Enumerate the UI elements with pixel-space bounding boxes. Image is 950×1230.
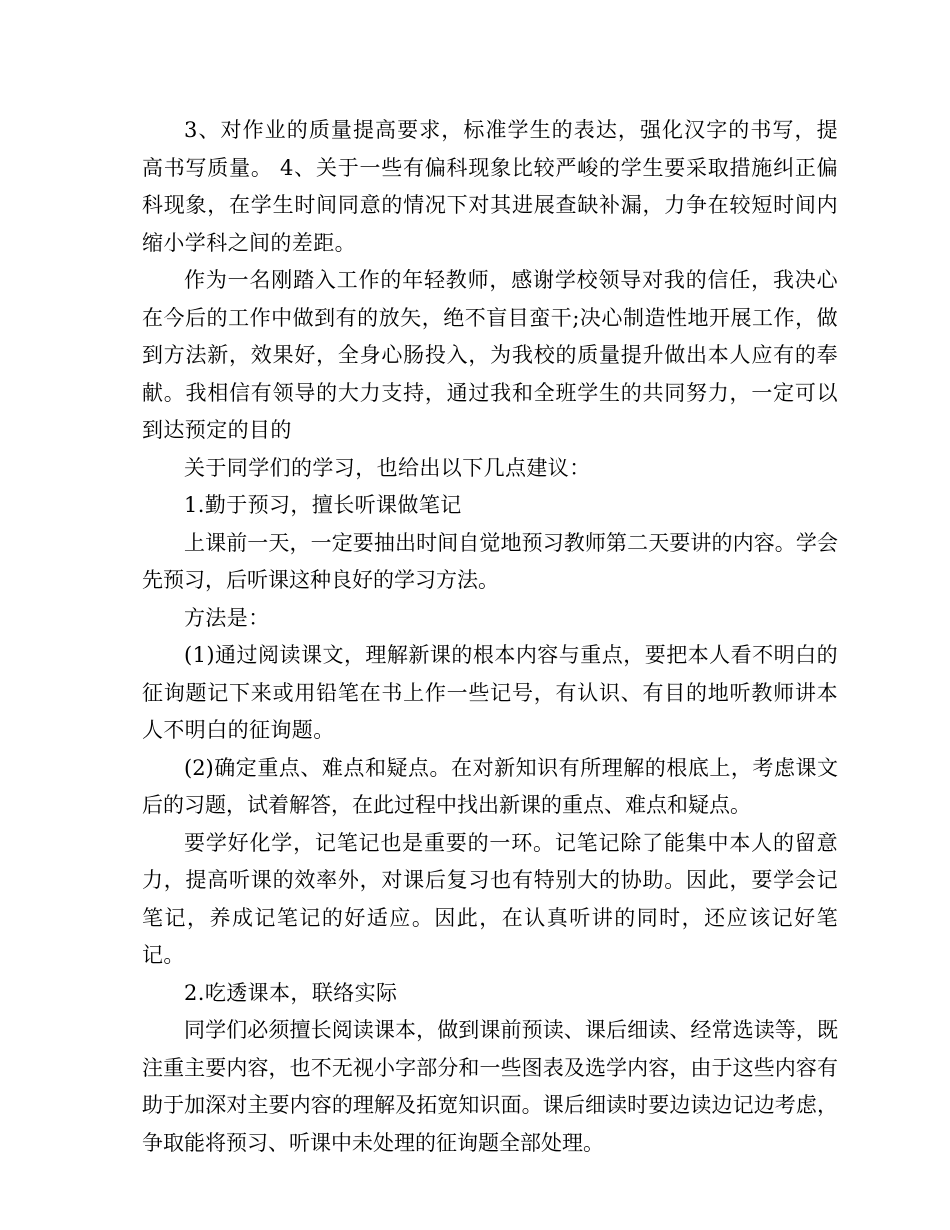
paragraph-read-textbook: 同学们必须擅长阅读课本，做到课前预读、课后细读、经常选读等，既注重主要内容，也不无视小字部分和一些图表及选学内容，由于这些内容有助于加深对主要内容的理解及拓宽知识面。课后细读时要边读边记边考虑，争取能将预习、听课中未处理的征询题全部处理。	[142, 1018, 838, 1155]
paragraph-study-suggestions-intro: 关于同学们的学习，也给出以下几点建议：	[184, 455, 591, 480]
paragraph-method-label: 方法是：	[184, 605, 270, 630]
section-heading-textbook: 2.吃透课本，联络实际	[184, 980, 398, 1005]
paragraph-note-taking: 要学好化学，记笔记也是重要的一环。记笔记除了能集中本人的留意力，提高听课的效率外，对课后复习也有特别大的协助。因此，要学会记笔记，养成记笔记的好适应。因此，在认真听讲的同时，还应该记好笔记。	[142, 830, 838, 967]
section-heading-preview: 1.勤于预习，擅长听课做笔记	[184, 493, 462, 517]
paragraph-teacher-commitment: 作为一名刚踏入工作的年轻教师，感谢学校领导对我的信任，我决心在今后的工作中做到有的放矢，绝不盲目蛮干;决心制造性地开展工作，做到方法新，效果好，全身心肠投入，为我校的质量提升做出本人应有的奉献。我相信有领导的大力支持，通过我和全班学生的共同努力，一定可以到达预定的目的	[142, 268, 838, 442]
paragraph-method-1: (1)通过阅读课文，理解新课的根本内容与重点，要把本人看不明白的征询题记下来或用铅笔在书上作一些记号，有认识、有目的地听教师讲本人不明白的征询题。	[142, 643, 838, 742]
paragraph-homework-quality: 3、对作业的质量提高要求，标准学生的表达，强化汉字的书写，提高书写质量。 4、关于一些有偏科现象比较严峻的学生要采取措施纠正偏科现象，在学生时间同意的情况下对其进展查缺补漏，力争在较短时间内缩小学科之间的差距。	[142, 118, 838, 255]
paragraph-method-2: (2)确定重点、难点和疑点。在对新知识有所理解的根底上，考虑课文后的习题，试着解答，在此过程中找出新课的重点、难点和疑点。	[142, 755, 838, 817]
paragraph-preview-before-class: 上课前一天，一定要抽出时间自觉地预习教师第二天要讲的内容。学会先预习，后听课这种良好的学习方法。	[142, 530, 838, 592]
